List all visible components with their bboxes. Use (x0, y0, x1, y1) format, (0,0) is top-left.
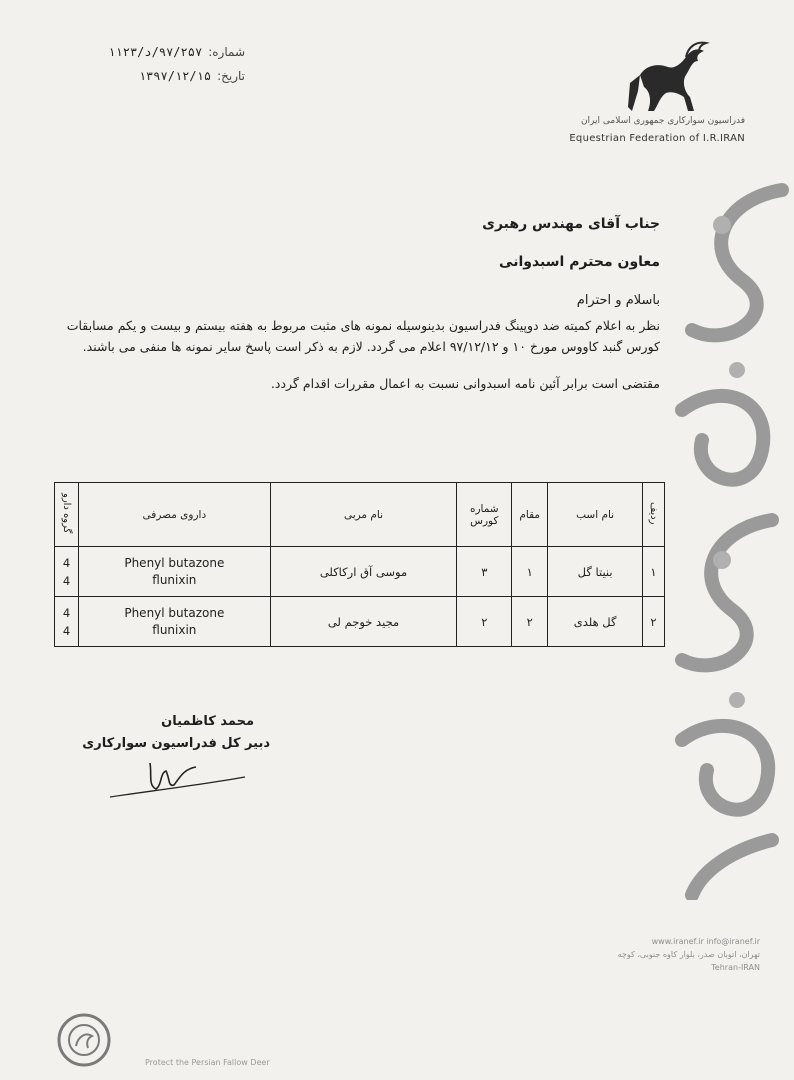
cell-row: ۱ (643, 547, 665, 597)
org-name-en: Equestrian Federation of I.R.IRAN (569, 133, 745, 144)
cell-course: ۳ (457, 547, 512, 597)
drug-name: flunixin (152, 572, 197, 587)
footer-line: www.iranef.ir info@iranef.ir (651, 937, 760, 946)
group-value: 4 (62, 573, 71, 588)
results-table (54, 482, 665, 647)
header-coach: نام مربی (270, 483, 457, 547)
table-row (55, 597, 665, 647)
number-row (95, 40, 245, 64)
header-group: گروه دارو (55, 483, 79, 547)
cell-coach: موسی آق ارکاکلی (270, 547, 457, 597)
horse-logo-icon (600, 35, 720, 115)
footer-line: Tehran-IRAN (711, 963, 760, 972)
letter-meta (95, 40, 245, 88)
paragraph-1: نظر به اعلام کمیته ضد دوپینگ فدراسیون بدینوسیله نمونه های مثبت مربوط به هفته بیستم و بیست و یکم مسابقات کورس گنبد کاووس مورخ ۱۰ و ۹۷/۱۲/۱۲ اعلام می گردد. لازم به ذکر است پاسخ سایر نمونه ها منفی می باشند. (66, 318, 660, 354)
paragraph-2: مقتضی است برابر آئین نامه اسبدوانی نسبت به اعمال مقررات اقدام گردد. (270, 376, 660, 391)
cell-row: ۲ (643, 597, 665, 647)
header-row-number: ردیف (643, 483, 665, 547)
cell-rank: ۲ (512, 597, 548, 647)
signer-title: دبیر کل فدراسیون سوارکاری (82, 736, 270, 751)
cell-horse: بنیتا گل (548, 547, 643, 597)
recipient-line-1: جناب آقای مهندس رهبری (482, 216, 660, 232)
cell-horse: گل هلدی (548, 597, 643, 647)
group-value: 4 (62, 623, 71, 638)
number-label: شماره: (208, 45, 245, 59)
ornament-border-icon (662, 180, 794, 900)
seal-logo-icon (56, 1012, 112, 1068)
cell-drug (79, 547, 271, 597)
header-drug: داروی مصرفی (79, 483, 271, 547)
cell-rank: ۱ (512, 547, 548, 597)
table-row (55, 547, 665, 597)
cell-course: ۲ (457, 597, 512, 647)
drug-name: flunixin (152, 622, 197, 637)
cell-group (55, 597, 79, 647)
date-row (95, 64, 245, 88)
cell-drug (79, 597, 271, 647)
footer-bottom-text: Protect the Persian Fallow Deer (145, 1058, 270, 1067)
org-name-fa: فدراسیون سوارکاری جمهوری اسلامی ایران (580, 116, 745, 126)
drug-name: Phenyl butazone (124, 605, 225, 620)
header-course: شماره کورس (457, 483, 512, 547)
footer-line: تهران، اتوبان صدر، بلوار کاوه جنوبی، کوچه (617, 950, 760, 959)
date-label: تاریخ: (217, 69, 245, 83)
footer-contact (590, 935, 760, 974)
cell-coach: مجید خوجم لی (270, 597, 457, 647)
group-value: 4 (62, 605, 71, 620)
letter-body (60, 205, 660, 394)
number-value: ۹۷/۲۵۷/د/۱۱۲۳ (108, 45, 203, 59)
group-value: 4 (62, 555, 71, 570)
drug-name: Phenyl butazone (124, 555, 225, 570)
recipient-line-2: معاون محترم اسبدوانی (499, 254, 660, 270)
greeting: باسلام و احترام (576, 293, 660, 308)
cell-group (55, 547, 79, 597)
table-header-row (55, 483, 665, 547)
header-horse: نام اسب (548, 483, 643, 547)
date-value: ۱۳۹۷/۱۲/۱۵ (138, 69, 212, 83)
signature-block (80, 712, 270, 756)
header-rank: مقام (512, 483, 548, 547)
signature-scribble-icon (100, 755, 250, 800)
signer-name: محمد کاظمیان (161, 714, 254, 729)
